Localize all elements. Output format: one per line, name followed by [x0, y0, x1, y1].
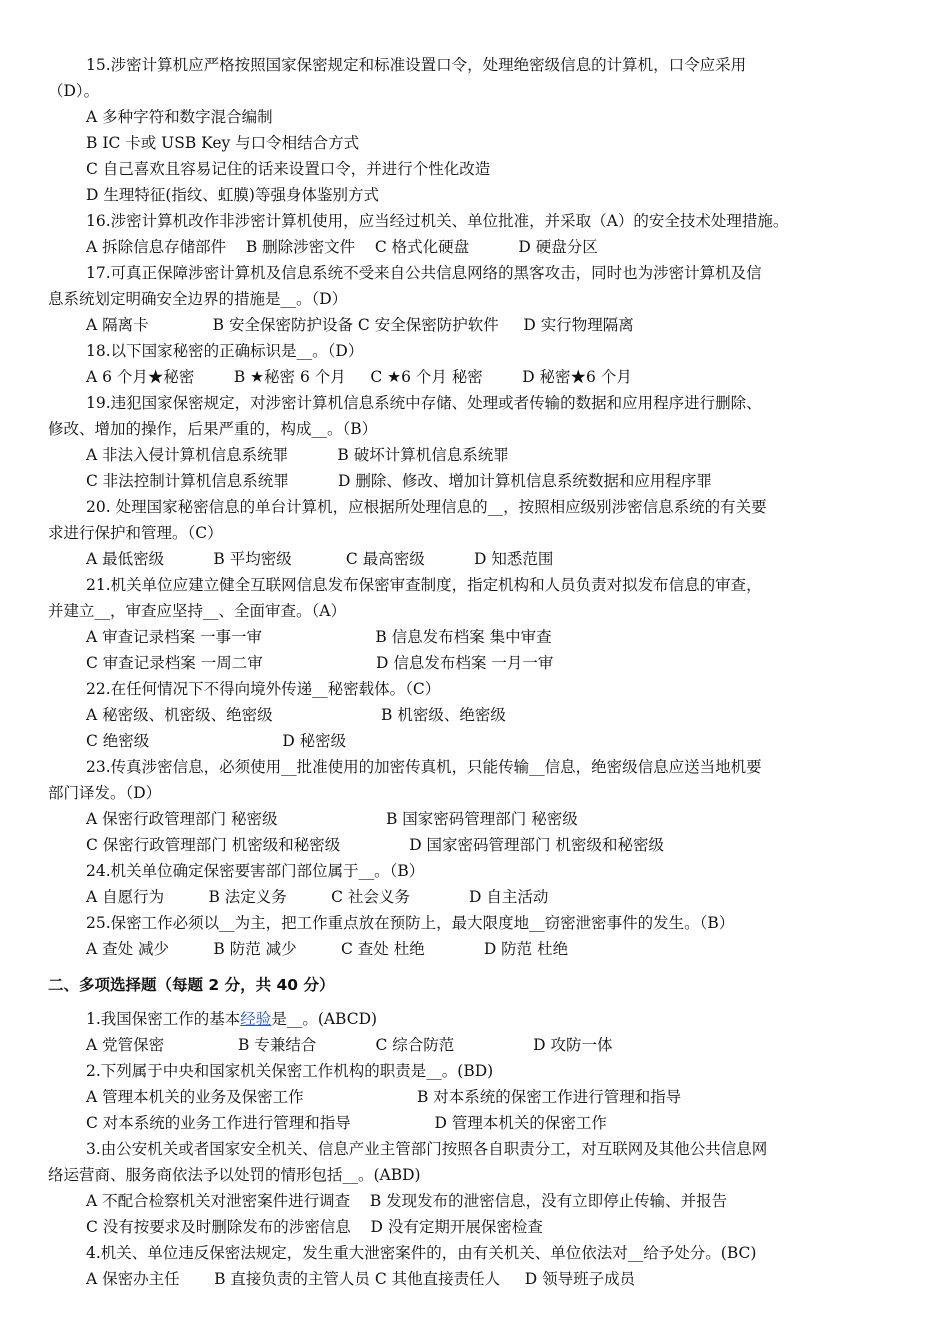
text-line: 3.由公安机关或者国家安全机关、信息产业主管部门按照各自职责分工，对互联网及其他公共信息网: [86, 1140, 768, 1158]
text-line: （D）。: [48, 82, 100, 100]
text-line: 25.保密工作必须以__为主，把工作重点放在预防上，最大限度地__窃密泄密事件的发生。（B）: [86, 914, 735, 932]
text-line: C 对本系统的业务工作进行管理和指导 D 管理本机关的保密工作: [86, 1114, 607, 1132]
text-line: 修改、增加的操作，后果严重的，构成__。（B）: [48, 420, 378, 438]
text-line: C 绝密级 D 秘密级: [86, 732, 347, 750]
question-1-text-before: 1.我国保密工作的基本: [86, 1010, 241, 1028]
text-line: 23.传真涉密信息，必须使用__批准使用的加密传真机，只能传输__信息，绝密级信息应送当地机要: [86, 758, 762, 776]
text-line: A 查处 减少 B 防范 减少 C 查处 杜绝 D 防范 杜绝: [86, 940, 569, 958]
text-line: A 保密办主任 B 直接负责的主管人员 C 其他直接责任人 D 领导班子成员: [86, 1270, 636, 1288]
text-line: A 管理本机关的业务及保密工作 B 对本系统的保密工作进行管理和指导: [86, 1088, 682, 1106]
text-line: A 审查记录档案 一事一审 B 信息发布档案 集中审查: [86, 628, 552, 646]
text-line: A 6 个月★秘密 B ★秘密 6 个月 C ★6 个月 秘密 D 秘密★6 个月: [86, 368, 632, 386]
text-line: 21.机关单位应建立健全互联网信息发布保密审查制度，指定机构和人员负责对拟发布信息的审查，: [86, 576, 762, 594]
text-line: A 党管保密 B 专兼结合 C 综合防范 D 攻防一体: [86, 1036, 613, 1054]
section-heading-multiple-choice: 二、多项选择题（每题 2 分，共 40 分）: [48, 976, 335, 994]
text-line: B IC 卡或 USB Key 与口令相结合方式: [86, 134, 360, 152]
text-line: A 多种字符和数字混合编制: [86, 108, 273, 126]
text-line: 2.下列属于中央和国家机关保密工作机构的职责是__。(BD): [86, 1062, 494, 1080]
text-line: 15.涉密计算机应严格按照国家保密规定和标准设置口令，处理绝密级信息的计算机，口令应采用: [86, 56, 747, 74]
text-line: C 保密行政管理部门 机密级和秘密级 D 国家密码管理部门 机密级和秘密级: [86, 836, 664, 854]
text-line: A 非法入侵计算机信息系统罪 B 破坏计算机信息系统罪: [86, 446, 509, 464]
text-line: C 审查记录档案 一周二审 D 信息发布档案 一月一审: [86, 654, 554, 672]
text-line: D 生理特征(指纹、虹膜)等强身体鉴别方式: [86, 186, 379, 204]
text-line: 20. 处理国家秘密信息的单台计算机，应根据所处理信息的__，按照相应级别涉密信息系统的有关要: [86, 498, 767, 516]
text-line: A 拆除信息存储部件 B 删除涉密文件 C 格式化硬盘 D 硬盘分区: [86, 238, 598, 256]
text-line: 18.以下国家秘密的正确标识是__。（D）: [86, 342, 364, 360]
text-line: 部门译发。（D）: [48, 784, 162, 802]
text-line: 求进行保护和管理。（C）: [48, 524, 223, 542]
text-line: 16.涉密计算机改作非涉密计算机使用，应当经过机关、单位批准，并采取（A）的安全技术处理措施。: [86, 212, 789, 230]
text-line: A 秘密级、机密级、绝密级 B 机密级、绝密级: [86, 706, 506, 724]
text-line: A 隔离卡 B 安全保密防护设备 C 安全保密防护软件 D 实行物理隔离: [86, 316, 634, 334]
text-line: C 自己喜欢且容易记住的话来设置口令，并进行个性化改造: [86, 160, 491, 178]
text-line: 络运营商、服务商依法予以处罚的情形包括__。(ABD): [48, 1166, 421, 1184]
experience-link[interactable]: 经验: [240, 1010, 272, 1028]
text-line: 22.在任何情况下不得向境外传递__秘密载体。（C）: [86, 680, 441, 698]
text-line: A 保密行政管理部门 秘密级 B 国家密码管理部门 秘密级: [86, 810, 578, 828]
text-line: 息系统划定明确安全边界的措施是__。（D）: [48, 290, 348, 308]
text-line: C 非法控制计算机信息系统罪 D 删除、修改、增加计算机信息系统数据和应用程序罪: [86, 472, 712, 490]
question-1-multi: [86, 1006, 377, 1032]
text-line: A 最低密级 B 平均密级 C 最高密级 D 知悉范围: [86, 550, 554, 568]
text-line: 24.机关单位确定保密要害部门部位属于__。（B）: [86, 862, 425, 880]
text-line: A 不配合检察机关对泄密案件进行调查 B 发现发布的泄密信息，没有立即停止传输、并报告: [86, 1192, 728, 1210]
text-line: 19.违犯国家保密规定，对涉密计算机信息系统中存储、处理或者传输的数据和应用程序进行删除、: [86, 394, 762, 412]
text-line: 4.机关、单位违反保密法规定，发生重大泄密案件的，由有关机关、单位依法对__给予处分。(BC): [86, 1244, 757, 1262]
text-line: A 自愿行为 B 法定义务 C 社会义务 D 自主活动: [86, 888, 549, 906]
text-line: C 没有按要求及时删除发布的涉密信息 D 没有定期开展保密检查: [86, 1218, 543, 1236]
text-line: 并建立__，审查应坚持__、全面审查。（A）: [48, 602, 346, 620]
text-line: 17.可真正保障涉密计算机及信息系统不受来自公共信息网络的黑客攻击，同时也为涉密计算机及信: [86, 264, 762, 282]
question-1-text-after: 是__。(ABCD): [271, 1010, 378, 1028]
